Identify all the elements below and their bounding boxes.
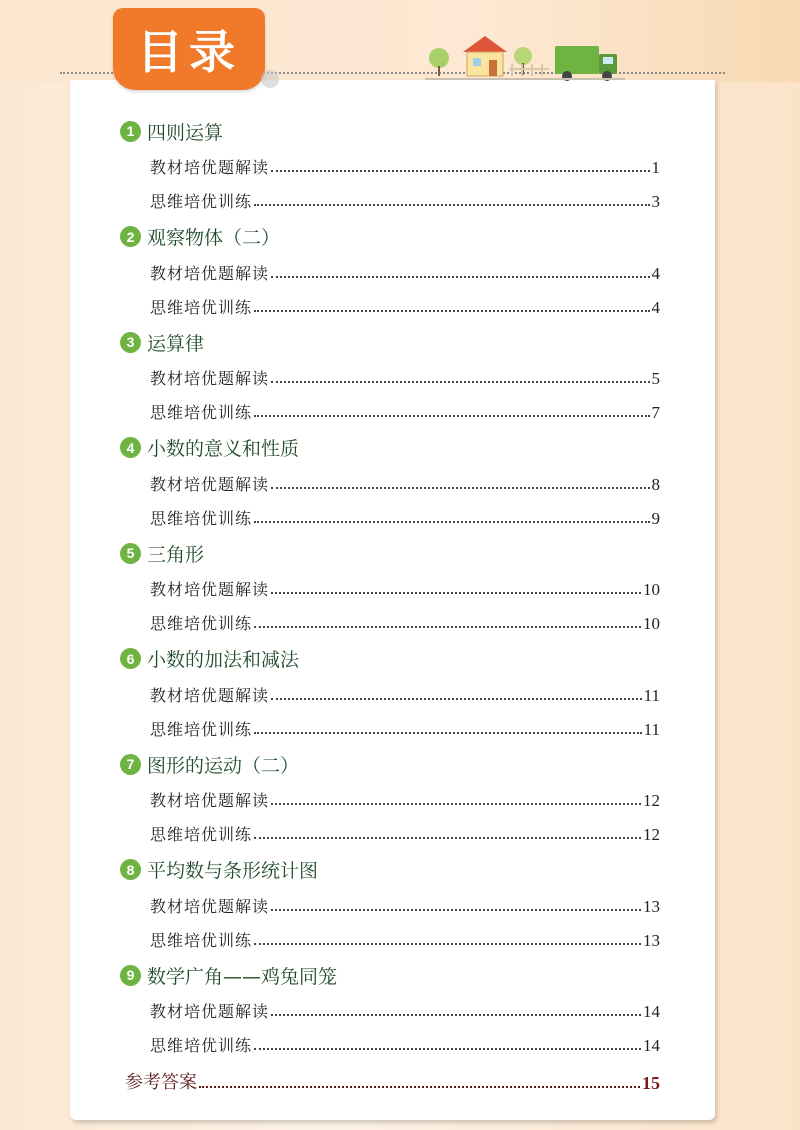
- chapter-heading[interactable]: [120, 329, 204, 355]
- leader-dots: [271, 592, 641, 594]
- toc-entry-label: 思维培优训练: [150, 1036, 253, 1055]
- toc-entry[interactable]: [150, 294, 660, 318]
- chapter-title: 观察物体（二）: [147, 227, 281, 249]
- leader-dots: [271, 803, 641, 805]
- toc-entry-label: 思维培优训练: [150, 825, 253, 844]
- toc-entry[interactable]: [150, 399, 660, 423]
- page-title-tab: [113, 8, 265, 90]
- chapter-heading[interactable]: [120, 962, 337, 988]
- chapter-number-badge: 7: [120, 754, 141, 775]
- toc-entry-label: 思维培优训练: [150, 403, 253, 422]
- toc-entry-label: 教材培优题解读: [150, 580, 270, 599]
- chapter-title: 图形的运动（二）: [147, 754, 300, 777]
- leader-dots: [254, 1048, 641, 1050]
- leader-dots: [254, 732, 642, 734]
- toc-entry[interactable]: [150, 154, 660, 178]
- chapter-title: 数学广角——鸡兔同笼: [147, 965, 338, 988]
- toc-entry-label: 思维培优训练: [150, 297, 253, 317]
- toc-entry-page-number: 9: [651, 508, 660, 528]
- toc-entry-label: 教材培优题解读: [150, 1002, 270, 1021]
- toc-entry[interactable]: [150, 505, 660, 529]
- toc-entry[interactable]: [150, 787, 660, 811]
- toc-entry[interactable]: [150, 576, 660, 600]
- toc-entry[interactable]: [150, 716, 660, 740]
- chapter-number-badge: 4: [120, 437, 141, 458]
- chapter-heading[interactable]: [120, 646, 299, 672]
- chapter-heading[interactable]: [120, 435, 299, 461]
- toc-entry[interactable]: [150, 927, 660, 951]
- toc-entry[interactable]: [150, 260, 660, 284]
- leader-dots: [271, 1014, 641, 1016]
- toc-entry[interactable]: [150, 471, 660, 495]
- leader-dots: [271, 698, 642, 700]
- answers-label: 参考答案: [125, 1072, 197, 1093]
- toc-entry[interactable]: [150, 188, 660, 212]
- toc-entry[interactable]: [150, 893, 660, 917]
- chapter-number-badge: 8: [120, 859, 141, 880]
- leader-dots: [254, 521, 649, 523]
- toc-entry-label: 教材培优题解读: [150, 158, 270, 177]
- chapter-title: 小数的加法和减法: [147, 649, 300, 671]
- toc-entry-label: 思维培优训练: [150, 930, 253, 950]
- chapter-heading[interactable]: [120, 224, 280, 250]
- leader-dots: [271, 487, 649, 489]
- leader-dots: [254, 837, 641, 839]
- leader-dots: [271, 276, 649, 278]
- toc-entry-label: 思维培优训练: [150, 508, 253, 528]
- toc-entry-page-number: 13: [643, 930, 660, 950]
- toc-entry-page-number: 8: [651, 474, 660, 494]
- leader-dots: [271, 381, 649, 383]
- toc-entry-page-number: 14: [643, 1002, 660, 1021]
- page-title: 目录: [137, 25, 241, 79]
- toc-entry-page-number: 4: [651, 297, 660, 317]
- house-and-truck-icon: [425, 30, 625, 82]
- chapter-number-badge: 1: [120, 121, 141, 142]
- toc-entry-page-number: 14: [643, 1036, 660, 1055]
- toc-entry[interactable]: [150, 821, 660, 845]
- leader-dots: [254, 415, 649, 417]
- chapter-number-badge: 2: [120, 226, 141, 247]
- toc-entry-page-number: 10: [643, 614, 660, 633]
- toc-entry-label: 教材培优题解读: [150, 896, 270, 916]
- leader-dots: [254, 626, 641, 628]
- toc-entry-page-number: 12: [643, 825, 660, 844]
- toc-entry-page-number: 11: [643, 719, 660, 739]
- chapter-title: 四则运算: [147, 121, 224, 144]
- leader-dots: [271, 170, 649, 172]
- chapter-heading[interactable]: [120, 857, 318, 883]
- toc-entry-label: 教材培优题解读: [150, 685, 270, 705]
- toc-entry-label: 思维培优训练: [150, 719, 253, 739]
- toc-entry-page-number: 1: [651, 158, 660, 177]
- toc-entry-page-number: 13: [643, 896, 660, 916]
- chapter-number-badge: 5: [120, 543, 141, 564]
- chapter-title: 平均数与条形统计图: [147, 860, 319, 882]
- toc-entry-label: 思维培优训练: [150, 192, 253, 211]
- chapter-title: 运算律: [147, 332, 205, 355]
- toc-entry-label: 思维培优训练: [150, 614, 253, 633]
- toc-entry-page-number: 7: [651, 403, 660, 422]
- toc-entry-page-number: 10: [643, 580, 660, 599]
- toc-entry-label: 教材培优题解读: [150, 369, 270, 388]
- leader-dots: [271, 909, 641, 911]
- toc-entry-page-number: 12: [643, 791, 660, 810]
- toc-entry-page-number: 3: [651, 192, 660, 211]
- chapter-number-badge: 9: [120, 965, 141, 986]
- toc-entry-page-number: 4: [651, 263, 660, 283]
- leader-dots: [199, 1086, 640, 1088]
- toc-entry-label: 教材培优题解读: [150, 474, 270, 494]
- chapter-heading[interactable]: [120, 118, 223, 144]
- toc-entry[interactable]: [150, 610, 660, 634]
- toc-entry-page-number: 5: [651, 369, 660, 388]
- leader-dots: [254, 943, 641, 945]
- chapter-heading[interactable]: [120, 751, 299, 777]
- chapter-title: 小数的意义和性质: [147, 438, 300, 460]
- chapter-heading[interactable]: [120, 540, 204, 566]
- leader-dots: [254, 204, 649, 206]
- toc-entry-page-number: 11: [643, 685, 660, 705]
- toc-entry-label: 教材培优题解读: [150, 791, 270, 810]
- chapter-title: 三角形: [147, 543, 205, 566]
- toc-entry-label: 教材培优题解读: [150, 263, 270, 283]
- toc-entry[interactable]: [150, 1032, 660, 1056]
- answers-page-number: 15: [642, 1073, 660, 1093]
- chapter-number-badge: 6: [120, 648, 141, 669]
- answers-entry[interactable]: [125, 1070, 660, 1094]
- toc-entry[interactable]: [150, 682, 660, 706]
- toc-entry[interactable]: [150, 365, 660, 389]
- toc-entry[interactable]: [150, 998, 660, 1022]
- leader-dots: [254, 310, 649, 312]
- chapter-number-badge: 3: [120, 332, 141, 353]
